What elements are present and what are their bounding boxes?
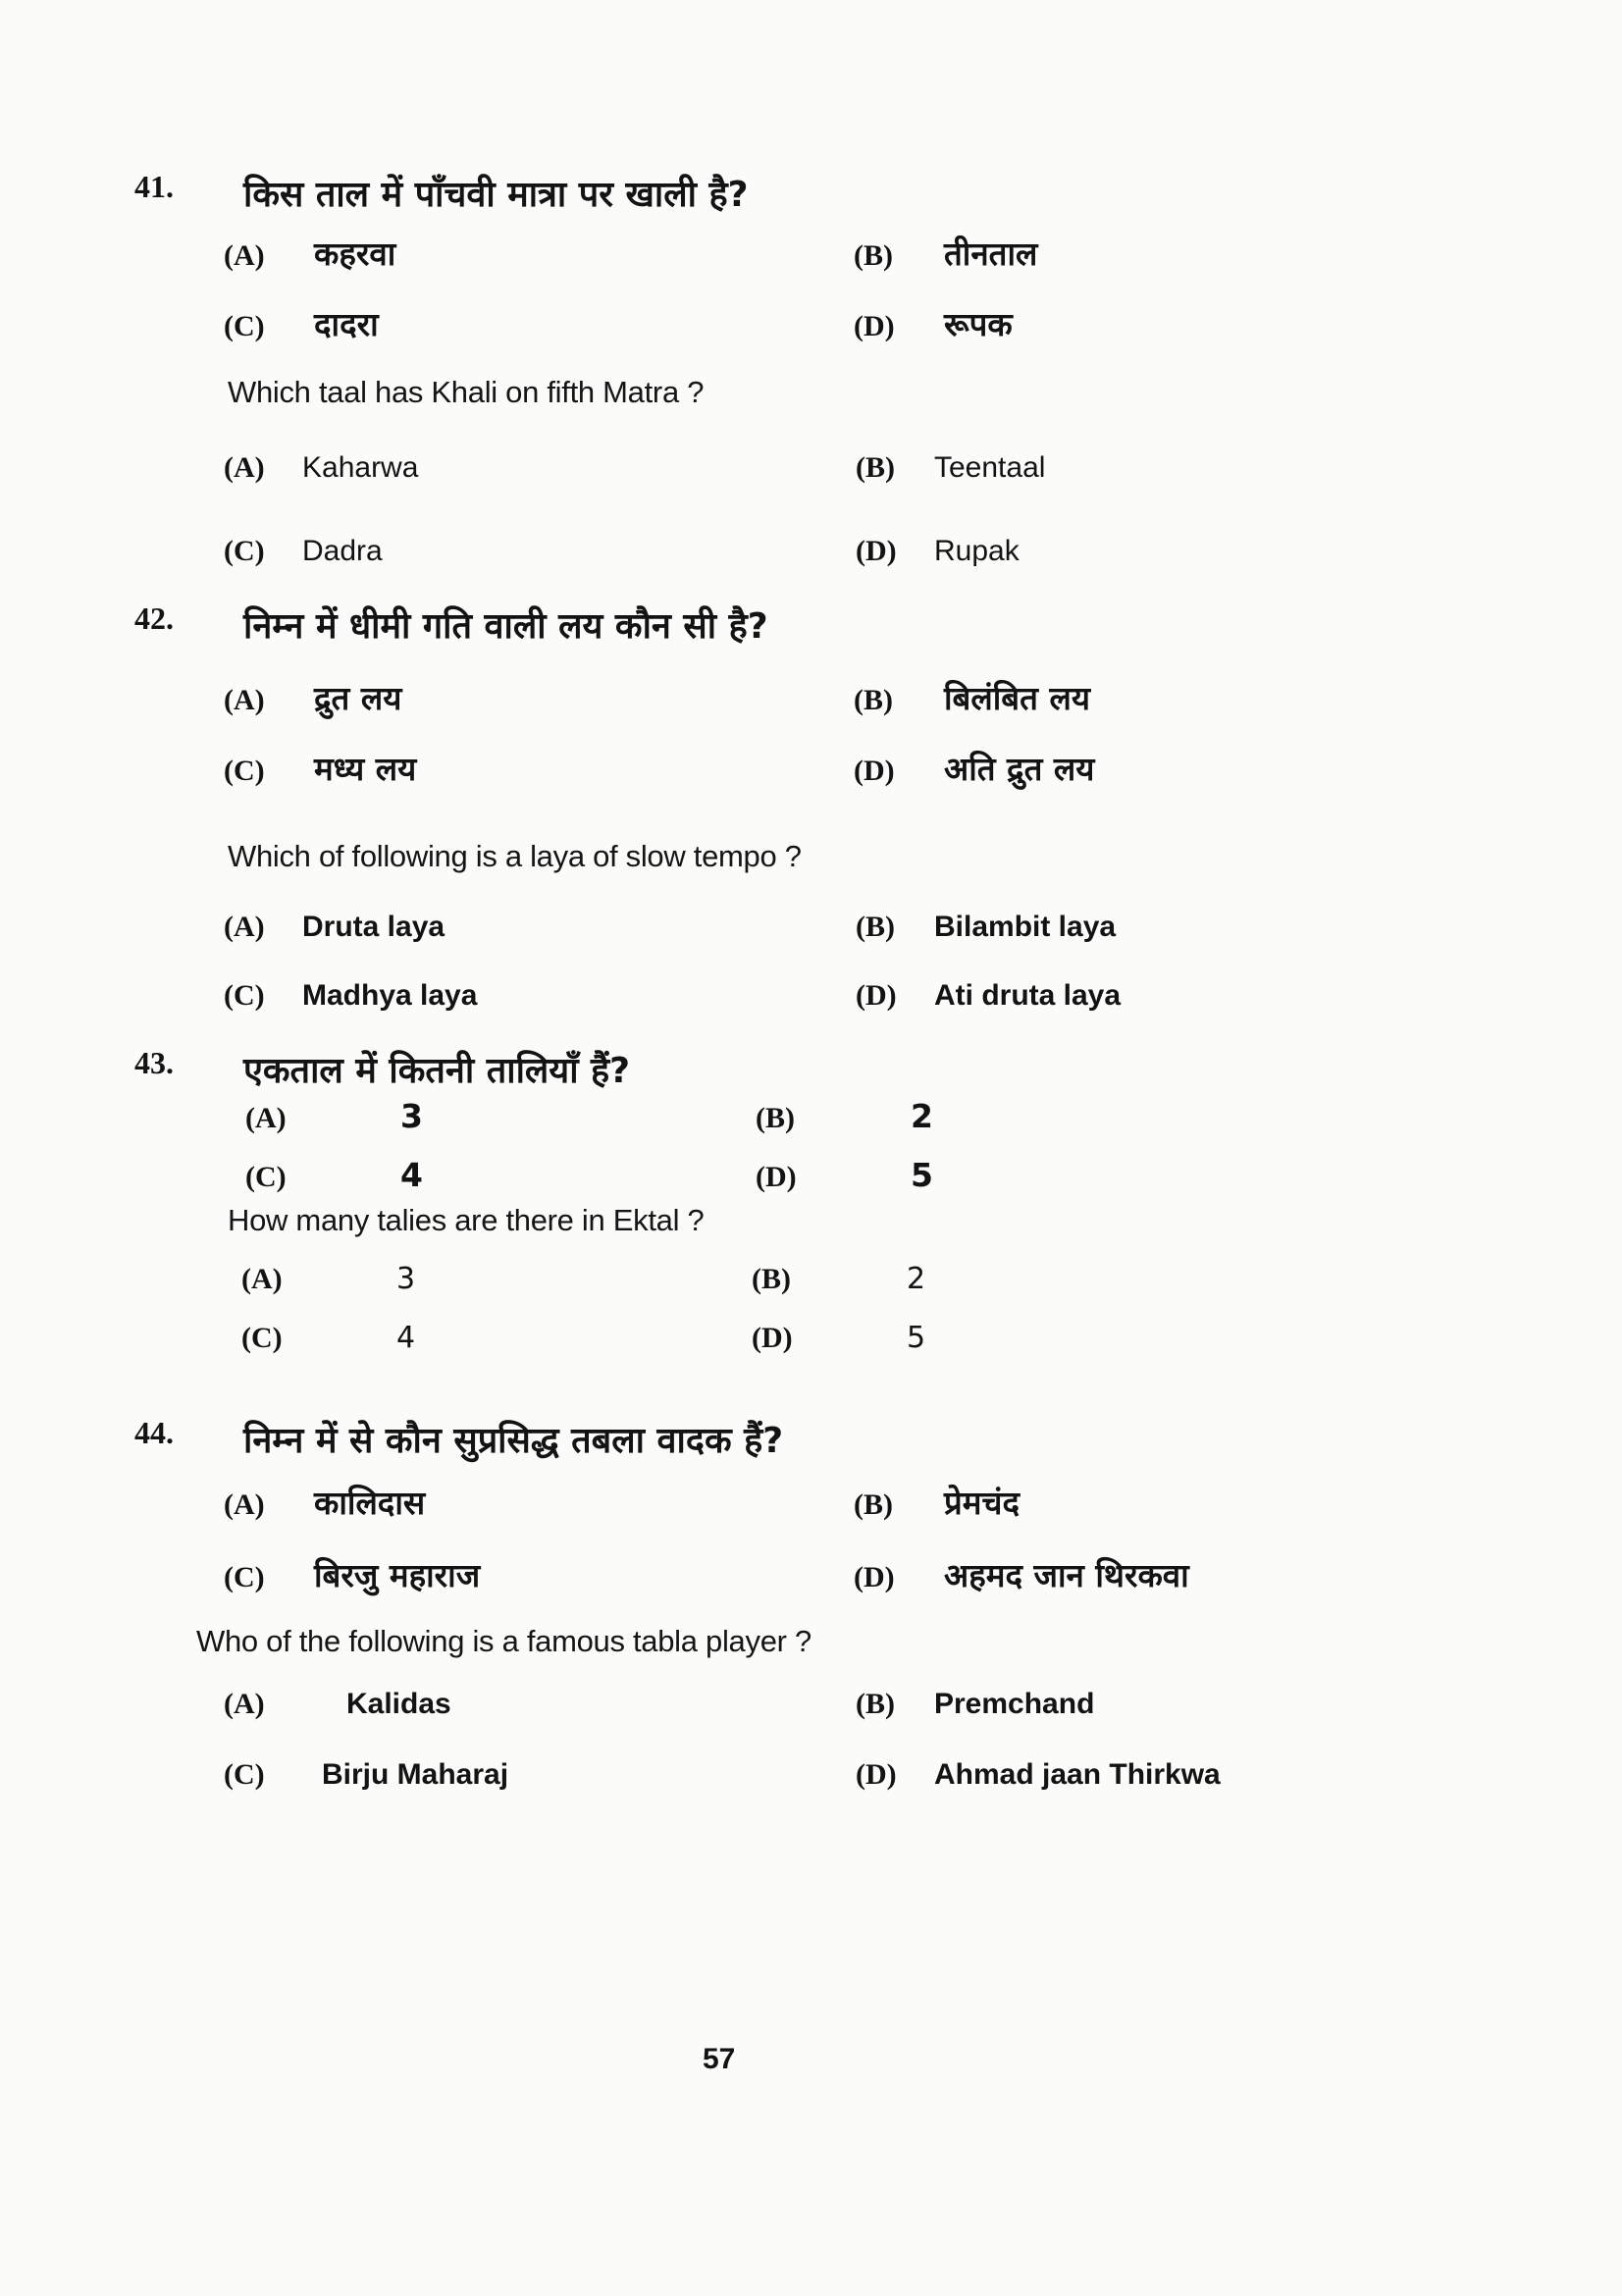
option-text: प्रेमचंद bbox=[944, 1484, 1020, 1522]
question-text-english: Which taal has Khali on fifth Matra ? bbox=[228, 375, 705, 409]
question-text-hindi: किस ताल में पाँचवी मात्रा पर खाली है? bbox=[243, 175, 749, 215]
option-letter: (D) bbox=[854, 310, 895, 342]
question-text-english: Which of following is a laya of slow tempo ? bbox=[228, 839, 802, 873]
option-text: 5 bbox=[907, 1321, 926, 1355]
question-text-hindi: एकताल में कितनी तालियाँ हैं? bbox=[243, 1051, 631, 1091]
option-text: Bilambit laya bbox=[934, 911, 1117, 943]
option-text: 2 bbox=[907, 1262, 926, 1296]
option-hindi-b bbox=[756, 1097, 933, 1135]
option-english-b bbox=[856, 911, 1116, 944]
option-hindi-d bbox=[854, 1552, 1189, 1596]
option-letter: (C) bbox=[224, 755, 265, 787]
option-text: अति द्रुत लय bbox=[944, 750, 1095, 788]
option-text: अहमद जान थिरकवा bbox=[944, 1556, 1189, 1594]
option-text: Premchand bbox=[934, 1688, 1095, 1720]
option-letter: (C) bbox=[224, 1561, 265, 1593]
option-text: बिलंबित लय bbox=[944, 679, 1090, 717]
option-hindi-c bbox=[224, 301, 379, 345]
option-english-c bbox=[224, 1758, 508, 1792]
option-letter: (D) bbox=[856, 535, 897, 567]
option-letter: (D) bbox=[856, 979, 897, 1012]
option-hindi-a bbox=[224, 231, 395, 275]
option-english-d bbox=[752, 1321, 925, 1355]
option-hindi-d bbox=[854, 746, 1094, 790]
question-text-english: Who of the following is a famous tabla player ? bbox=[196, 1624, 811, 1658]
option-hindi-a bbox=[245, 1097, 423, 1135]
option-english-d bbox=[856, 1758, 1221, 1792]
option-text: कालिदास bbox=[314, 1484, 426, 1522]
option-text: 3 bbox=[400, 1097, 423, 1135]
option-text: मध्य लय bbox=[314, 750, 417, 788]
option-english-b bbox=[856, 1688, 1094, 1721]
option-letter: (D) bbox=[854, 755, 895, 787]
question-text-hindi: निम्न में से कौन सुप्रसिद्ध तबला वादक हैं? bbox=[243, 1421, 784, 1461]
option-english-d bbox=[856, 979, 1121, 1013]
option-english-d bbox=[856, 535, 1020, 568]
option-hindi-b bbox=[854, 675, 1090, 719]
option-letter: (B) bbox=[856, 451, 895, 484]
option-english-c bbox=[224, 535, 383, 568]
option-text: 5 bbox=[911, 1156, 933, 1194]
option-letter: (A) bbox=[241, 1263, 283, 1295]
option-letter: (B) bbox=[854, 1488, 893, 1521]
question-number: 43. bbox=[134, 1045, 174, 1080]
option-letter: (D) bbox=[856, 1758, 897, 1791]
option-letter: (B) bbox=[752, 1263, 791, 1295]
option-english-a bbox=[224, 451, 418, 485]
option-letter: (A) bbox=[224, 1688, 265, 1720]
question-text-english: How many talies are there in Ektal ? bbox=[228, 1203, 705, 1237]
question-number: 41. bbox=[134, 169, 174, 204]
option-text: तीनताल bbox=[944, 235, 1038, 273]
option-hindi-b bbox=[854, 231, 1037, 275]
option-hindi-a bbox=[224, 1480, 425, 1524]
option-text: कहरवा bbox=[314, 235, 396, 273]
option-text: दादरा bbox=[314, 305, 379, 343]
option-hindi-c bbox=[245, 1156, 423, 1194]
option-hindi-c bbox=[224, 746, 416, 790]
option-letter: (B) bbox=[856, 1688, 895, 1720]
option-text: 4 bbox=[400, 1156, 423, 1194]
option-letter: (C) bbox=[241, 1322, 283, 1354]
option-letter: (C) bbox=[224, 535, 265, 567]
option-letter: (B) bbox=[756, 1102, 795, 1134]
option-text: रूपक bbox=[944, 305, 1013, 343]
option-letter: (D) bbox=[854, 1561, 895, 1593]
option-text: 2 bbox=[911, 1097, 933, 1135]
option-english-c bbox=[224, 979, 477, 1013]
option-text: 3 bbox=[396, 1262, 416, 1296]
question-number: 42. bbox=[134, 600, 174, 636]
option-letter: (C) bbox=[224, 1758, 265, 1791]
option-english-a bbox=[224, 1688, 451, 1721]
option-text: Rupak bbox=[934, 535, 1020, 567]
option-hindi-b bbox=[854, 1480, 1020, 1524]
option-letter: (D) bbox=[752, 1322, 793, 1354]
option-letter: (B) bbox=[856, 911, 895, 943]
option-text: Kaharwa bbox=[302, 451, 419, 484]
option-hindi-a bbox=[224, 675, 401, 719]
option-english-a bbox=[224, 911, 445, 944]
question-text-hindi: निम्न में धीमी गति वाली लय कौन सी है? bbox=[243, 606, 768, 647]
option-letter: (A) bbox=[224, 1488, 265, 1521]
option-letter: (C) bbox=[245, 1161, 287, 1193]
option-english-b bbox=[752, 1262, 925, 1296]
option-letter: (A) bbox=[245, 1102, 287, 1134]
page-number: 57 bbox=[703, 2043, 736, 2075]
option-text: Druta laya bbox=[302, 911, 445, 943]
option-letter: (A) bbox=[224, 451, 265, 484]
option-letter: (A) bbox=[224, 911, 265, 943]
option-hindi-d bbox=[854, 301, 1013, 345]
option-letter: (B) bbox=[854, 239, 893, 272]
option-english-a bbox=[241, 1262, 415, 1296]
option-english-c bbox=[241, 1321, 415, 1355]
option-text: Teentaal bbox=[934, 451, 1046, 484]
option-text: Birju Maharaj bbox=[322, 1758, 509, 1791]
option-text: द्रुत लय bbox=[314, 679, 402, 717]
option-text: बिरजु महाराज bbox=[314, 1556, 481, 1594]
option-hindi-d bbox=[756, 1156, 933, 1194]
option-hindi-c bbox=[224, 1552, 480, 1596]
option-letter: (D) bbox=[756, 1161, 797, 1193]
option-english-b bbox=[856, 451, 1045, 485]
option-text: Dadra bbox=[302, 535, 383, 567]
option-text: Kalidas bbox=[346, 1688, 451, 1720]
question-number: 44. bbox=[134, 1415, 174, 1450]
option-letter: (C) bbox=[224, 979, 265, 1012]
option-letter: (A) bbox=[224, 239, 265, 272]
option-text: Ahmad jaan Thirkwa bbox=[934, 1758, 1221, 1791]
option-text: 4 bbox=[396, 1321, 416, 1355]
option-letter: (C) bbox=[224, 310, 265, 342]
option-text: Madhya laya bbox=[302, 979, 478, 1012]
option-letter: (A) bbox=[224, 684, 265, 716]
option-letter: (B) bbox=[854, 684, 893, 716]
option-text: Ati druta laya bbox=[934, 979, 1122, 1012]
